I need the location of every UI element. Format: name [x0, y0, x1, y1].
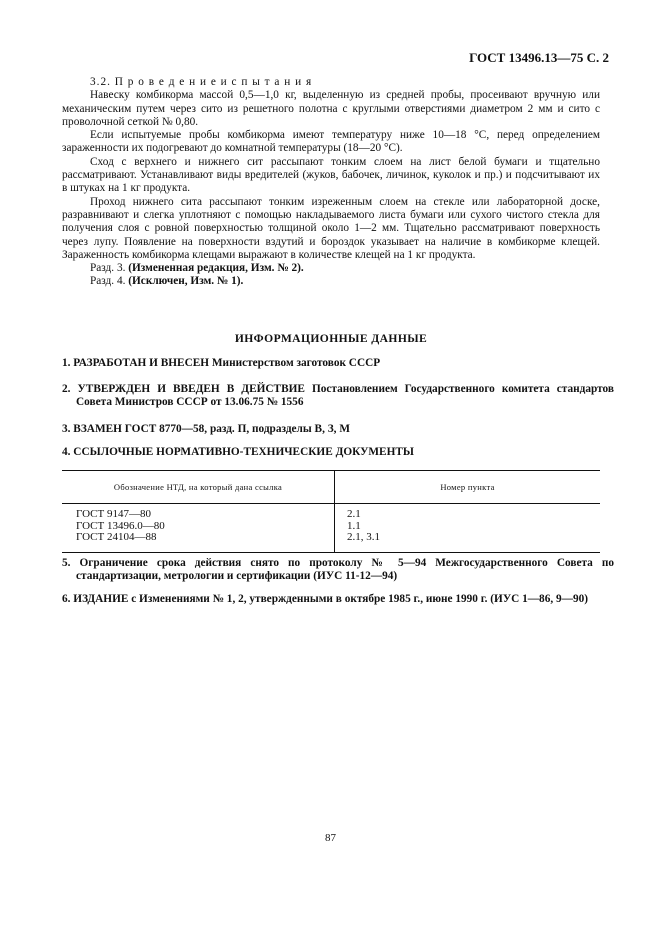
note-2-prefix: Разд. 4.	[90, 275, 129, 288]
note-1-bold: (Измененная редакция, Изм. № 2).	[128, 262, 304, 275]
document-header: ГОСТ 13496.13—75 С. 2	[469, 50, 609, 65]
table-cell-clauses	[335, 504, 601, 553]
info-item-1: 1. РАЗРАБОТАН И ВНЕСЕН Министерством заготовок СССР	[62, 357, 381, 369]
info-item-4: 4. ССЫЛОЧНЫЕ НОРМАТИВНО-ТЕХНИЧЕСКИЕ ДОКУМЕНТЫ	[62, 446, 414, 458]
info-item-3: 3. ВЗАМЕН ГОСТ 8770—58, разд. П, подразделы В, З, М	[62, 423, 350, 435]
info-item-2: 2. УТВЕРЖДЕН И ВВЕДЕН В ДЕЙСТВИЕ Постановлением Государственного комитета стандартов Совета Министров СССР от 13.06.75 № 1556	[62, 383, 614, 409]
doc-ref: ГОСТ 9147—80	[76, 508, 151, 520]
note-2	[62, 275, 600, 288]
table-cell-docs	[62, 504, 335, 553]
table-row	[62, 504, 600, 553]
note-1	[62, 262, 600, 275]
paragraph-1: Навеску комбикорма массой 0,5—1,0 кг, выделенную из средней пробы, просеивают вручную или механическим путем через сито из решетного полотна с круглыми отверстиями диаметром 2 мм и сито с проволочной сеткой № 0,80.	[62, 89, 600, 128]
paragraph-3: Сход с верхнего и нижнего сит рассыпают тонким слоем на лист белой бумаги и тщательно рассматривают. Устанавливают виды вредителей (жуков, бабочек, личинок, куколок и пр.) и подсчитывают их в штуках на 1 кг продукта.	[62, 155, 600, 195]
paragraph-2: Если испытуемые пробы комбикорма имеют температуру ниже 10—18 °С, перед определением зараженности их подогревают до комнатной температуры (18—20 °С).	[62, 129, 600, 155]
reference-table	[62, 470, 600, 553]
page-number: 87	[325, 832, 336, 844]
table-header-clause: Номер пункта	[335, 471, 601, 504]
section-heading: 3.2. П р о в е д е н и е и с п ы т а н и я	[90, 76, 313, 88]
table-header-doc: Обозначение НТД, на который дана ссылка	[62, 471, 335, 504]
info-title: ИНФОРМАЦИОННЫЕ ДАННЫЕ	[234, 332, 428, 345]
paragraph-4: Проход нижнего сита рассыпают тонким изреженным слоем на стекле или лабораторной доске, разравнивают и слегка уплотняют с помощью накладываемого листа бумаги или сухого чистого стекла для получения слоя с ровной поверхностью толщиной около 1—2 мм. Тщательно рассматривают поверхность через лупу. Появление на поверхности вздутий и бороздок указывает на наличие в комбикорме клещей. Зараженность комбикорма клещами выражают в количестве клещей на 1 кг продукта.	[62, 195, 600, 261]
note-1-prefix: Разд. 3.	[90, 262, 129, 275]
clause-ref: 2.1, 3.1	[347, 531, 380, 543]
doc-ref: ГОСТ 13496.0—80	[76, 519, 165, 532]
section-body	[62, 76, 600, 289]
table-header-row	[62, 471, 600, 504]
note-2-bold: (Исключен, Изм. № 1).	[128, 275, 244, 288]
clause-ref: 1.1	[347, 519, 361, 532]
info-item-6: 6. ИЗДАНИЕ с Изменениями № 1, 2, утвержденными в октябре 1985 г., июне 1990 г. (ИУС 1—86, 9—90)	[62, 593, 589, 605]
doc-ref: ГОСТ 24104—88	[76, 531, 157, 543]
info-item-5: 5. Ограничение срока действия снято по протоколу № 5—94 Межгосударственного Совета по стандартизации, метрологии и сертификации (ИУС 11-12—94)	[62, 557, 614, 583]
clause-ref: 2.1	[347, 508, 361, 520]
